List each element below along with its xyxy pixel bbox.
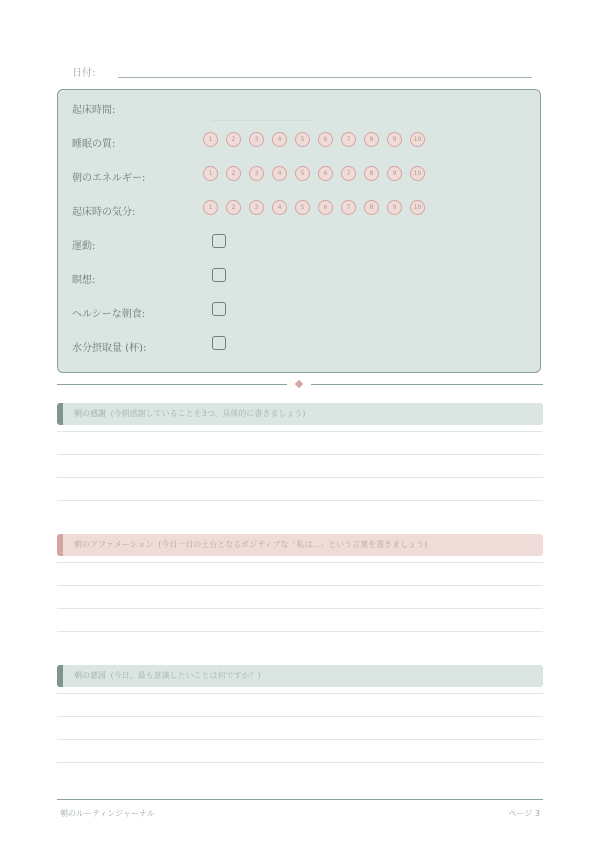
exercise-row bbox=[72, 234, 532, 254]
water-intake-checkbox[interactable] bbox=[212, 336, 226, 350]
wake-mood-label: 起床時の気分: bbox=[72, 207, 136, 218]
rating-circle[interactable]: 9 bbox=[387, 200, 402, 215]
rating-circle[interactable]: 4 bbox=[272, 166, 287, 181]
rating-circle[interactable]: 3 bbox=[249, 132, 264, 147]
affirmation-section bbox=[57, 534, 543, 644]
rating-circle[interactable]: 1 bbox=[203, 200, 218, 215]
rating-circle[interactable]: 6 bbox=[318, 166, 333, 181]
healthy-breakfast-label: ヘルシーな朝食: bbox=[72, 309, 146, 320]
exercise-label: 運動: bbox=[72, 241, 96, 252]
wake-mood-row bbox=[72, 200, 532, 220]
rating-circle[interactable]: 8 bbox=[364, 200, 379, 215]
date-row bbox=[72, 62, 532, 80]
meditation-checkbox[interactable] bbox=[212, 268, 226, 282]
meditation-row bbox=[72, 268, 532, 288]
rating-circle[interactable]: 1 bbox=[203, 132, 218, 147]
rating-circle[interactable]: 6 bbox=[318, 200, 333, 215]
date-label: 日付: bbox=[72, 68, 96, 79]
rating-circle[interactable]: 2 bbox=[226, 166, 241, 181]
water-intake-row bbox=[72, 336, 532, 356]
wake-time-row bbox=[72, 98, 532, 118]
rating-circle[interactable]: 5 bbox=[295, 166, 310, 181]
rating-circle[interactable]: 8 bbox=[364, 166, 379, 181]
rating-circle[interactable]: 1 bbox=[203, 166, 218, 181]
rating-circle[interactable]: 5 bbox=[295, 200, 310, 215]
healthy-breakfast-checkbox[interactable] bbox=[212, 302, 226, 316]
gratitude-section bbox=[57, 403, 543, 513]
writing-line[interactable] bbox=[57, 631, 543, 632]
rating-circle[interactable]: 4 bbox=[272, 200, 287, 215]
rating-circle[interactable]: 7 bbox=[341, 132, 356, 147]
intention-title: 朝の意図 bbox=[74, 671, 106, 680]
rating-circle[interactable]: 10 bbox=[410, 200, 425, 215]
intention-header bbox=[57, 665, 543, 687]
section-divider bbox=[57, 380, 543, 388]
writing-line[interactable] bbox=[57, 608, 543, 609]
diamond-ornament-icon bbox=[295, 380, 303, 388]
writing-line[interactable] bbox=[57, 693, 543, 694]
sleep-quality-row bbox=[72, 132, 532, 152]
rating-circle[interactable]: 10 bbox=[410, 132, 425, 147]
writing-line[interactable] bbox=[57, 762, 543, 763]
rating-circle[interactable]: 6 bbox=[318, 132, 333, 147]
rating-circle[interactable]: 4 bbox=[272, 132, 287, 147]
rating-circle[interactable]: 2 bbox=[226, 132, 241, 147]
meditation-label: 瞑想: bbox=[72, 275, 96, 286]
wake-time-input-line[interactable] bbox=[212, 120, 312, 121]
intention-subtitle: (今日、最も意識したいことは何ですか？) bbox=[110, 671, 261, 680]
rating-circle[interactable]: 3 bbox=[249, 200, 264, 215]
morning-checkin-panel bbox=[57, 89, 541, 373]
gratitude-header bbox=[57, 403, 543, 425]
exercise-checkbox[interactable] bbox=[212, 234, 226, 248]
rating-circle[interactable]: 5 bbox=[295, 132, 310, 147]
footer-divider bbox=[57, 799, 543, 800]
wake-time-label: 起床時間: bbox=[72, 105, 116, 116]
rating-circle[interactable]: 8 bbox=[364, 132, 379, 147]
rating-circle[interactable]: 7 bbox=[341, 200, 356, 215]
writing-line[interactable] bbox=[57, 454, 543, 455]
morning-energy-row bbox=[72, 166, 532, 186]
affirmation-header bbox=[57, 534, 543, 556]
writing-line[interactable] bbox=[57, 477, 543, 478]
writing-line[interactable] bbox=[57, 500, 543, 501]
healthy-breakfast-row bbox=[72, 302, 532, 322]
rating-circle[interactable]: 9 bbox=[387, 132, 402, 147]
rating-circle[interactable]: 10 bbox=[410, 166, 425, 181]
rating-circle[interactable]: 2 bbox=[226, 200, 241, 215]
writing-line[interactable] bbox=[57, 739, 543, 740]
date-input-line[interactable] bbox=[118, 77, 532, 78]
water-intake-label: 水分摂取量 (杯): bbox=[72, 343, 147, 354]
rating-circle[interactable]: 7 bbox=[341, 166, 356, 181]
writing-line[interactable] bbox=[57, 562, 543, 563]
gratitude-title: 朝の感謝 bbox=[74, 409, 106, 418]
footer-journal-title: 朝のルーティンジャーナル bbox=[60, 809, 155, 818]
morning-energy-label: 朝のエネルギー: bbox=[72, 173, 146, 184]
intention-section bbox=[57, 665, 543, 775]
gratitude-subtitle: (今朝感謝していることを3つ、具体的に書きましょう) bbox=[110, 409, 306, 418]
rating-circle[interactable]: 3 bbox=[249, 166, 264, 181]
rating-circle[interactable]: 9 bbox=[387, 166, 402, 181]
affirmation-title: 朝のアファメーション bbox=[74, 540, 154, 549]
footer-page-number: ページ 3 bbox=[508, 809, 540, 818]
sleep-quality-label: 睡眠の質: bbox=[72, 139, 116, 150]
writing-line[interactable] bbox=[57, 585, 543, 586]
writing-line[interactable] bbox=[57, 716, 543, 717]
affirmation-subtitle: (今日一日の土台となるポジティブな「私は...」という言葉を書きましょう) bbox=[158, 540, 428, 549]
writing-line[interactable] bbox=[57, 431, 543, 432]
